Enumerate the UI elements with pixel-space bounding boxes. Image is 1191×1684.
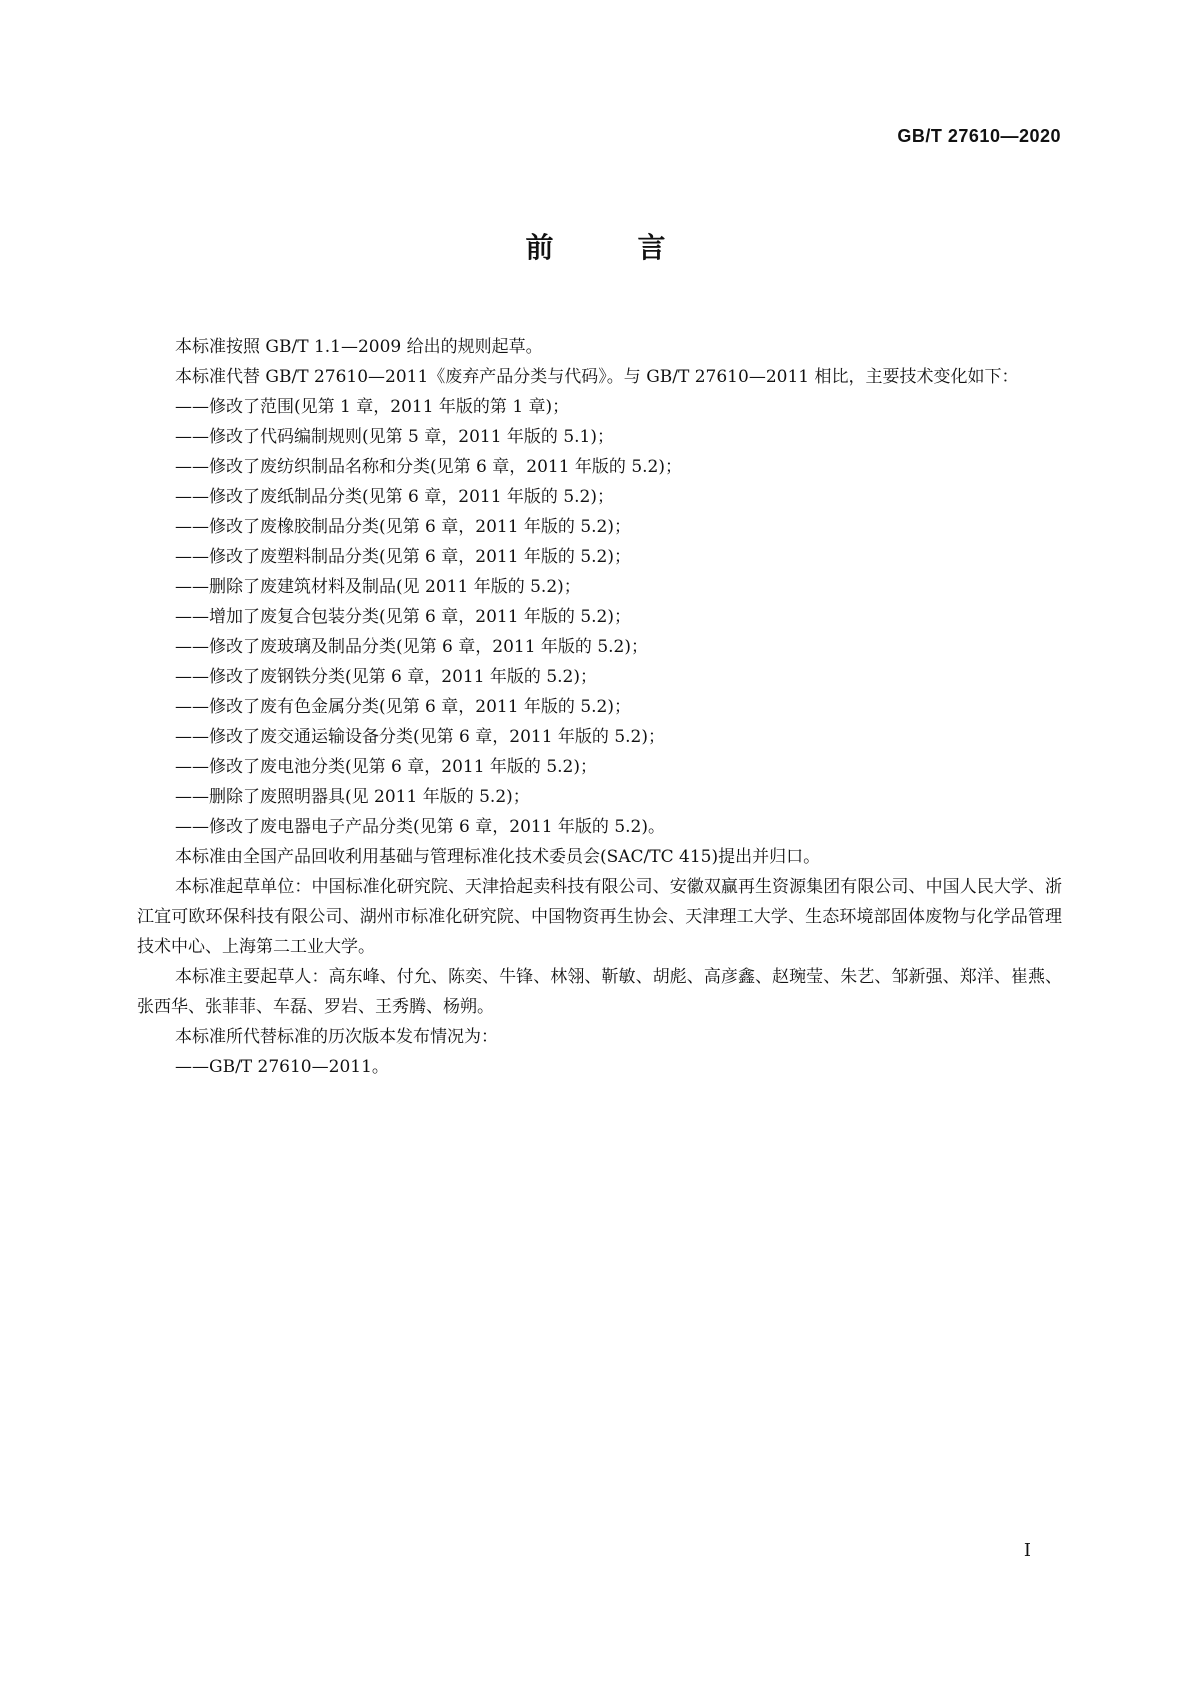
list-item: ——修改了废钢铁分类(见第 6 章，2011 年版的 5.2)；: [175, 667, 597, 687]
list-item: ——修改了废有色金属分类(见第 6 章，2011 年版的 5.2)；: [175, 697, 631, 717]
paragraph-drafting-units: 本标准起草单位：中国标准化研究院、天津拾起卖科技有限公司、安徽双赢再生资源集团有限公司、中国人民大学、浙江宜可欧环保科技有限公司、湖州市标准化研究院、中国物资再生协会、天津理工大学、生态环境部固体废物与化学品管理技术中心、上海第二工业大学。: [137, 877, 1062, 957]
list-item: ——修改了废交通运输设备分类(见第 6 章，2011 年版的 5.2)；: [175, 727, 665, 747]
list-item: ——修改了废塑料制品分类(见第 6 章，2011 年版的 5.2)；: [175, 547, 631, 567]
page-number: I: [1023, 1540, 1031, 1561]
list-item: ——增加了废复合包装分类(见第 6 章，2011 年版的 5.2)；: [175, 607, 631, 627]
list-item: ——修改了废橡胶制品分类(见第 6 章，2011 年版的 5.2)；: [175, 517, 631, 537]
paragraph-history: 本标准所代替标准的历次版本发布情况为：: [175, 1027, 498, 1047]
history-item: ——GB/T 27610—2011。: [175, 1057, 389, 1077]
standard-code: GB/T 27610—2020: [897, 126, 1061, 146]
list-item: ——修改了废纸制品分类(见第 6 章，2011 年版的 5.2)；: [175, 487, 614, 507]
list-item: ——修改了范围(见第 1 章，2011 年版的第 1 章)；: [175, 397, 570, 417]
paragraph-drafters: 本标准主要起草人：高东峰、付允、陈奕、牛锋、林翎、靳敏、胡彪、高彦鑫、赵琬莹、朱艺、邹新强、郑洋、崔燕、张西华、张菲菲、车磊、罗岩、王秀腾、杨朔。: [137, 967, 1062, 1017]
list-item: ——修改了废纺织制品名称和分类(见第 6 章，2011 年版的 5.2)；: [175, 457, 682, 477]
paragraph-drafting-rules: 本标准按照 GB/T 1.1—2009 给出的规则起草。: [175, 337, 543, 357]
paragraph-replaces: 本标准代替 GB/T 27610—2011《废弃产品分类与代码》。与 GB/T 27610—2011 相比，主要技术变化如下：: [175, 367, 1019, 387]
list-item: ——删除了废建筑材料及制品(见 2011 年版的 5.2)；: [175, 577, 581, 597]
list-item: ——修改了废玻璃及制品分类(见第 6 章，2011 年版的 5.2)；: [175, 637, 648, 657]
foreword-body: [137, 332, 1062, 1082]
list-item: ——删除了废照明器具(见 2011 年版的 5.2)；: [175, 787, 530, 807]
list-item: ——修改了代码编制规则(见第 5 章，2011 年版的 5.1)；: [175, 427, 614, 447]
paragraph-proposed-by: 本标准由全国产品回收利用基础与管理标准化技术委员会(SAC/TC 415)提出并归口。: [175, 847, 821, 867]
list-item: ——修改了废电池分类(见第 6 章，2011 年版的 5.2)；: [175, 757, 597, 777]
list-item: ——修改了废电器电子产品分类(见第 6 章，2011 年版的 5.2)。: [175, 817, 665, 837]
page-title: 前 言: [525, 231, 694, 264]
changes-list: [137, 392, 1062, 842]
